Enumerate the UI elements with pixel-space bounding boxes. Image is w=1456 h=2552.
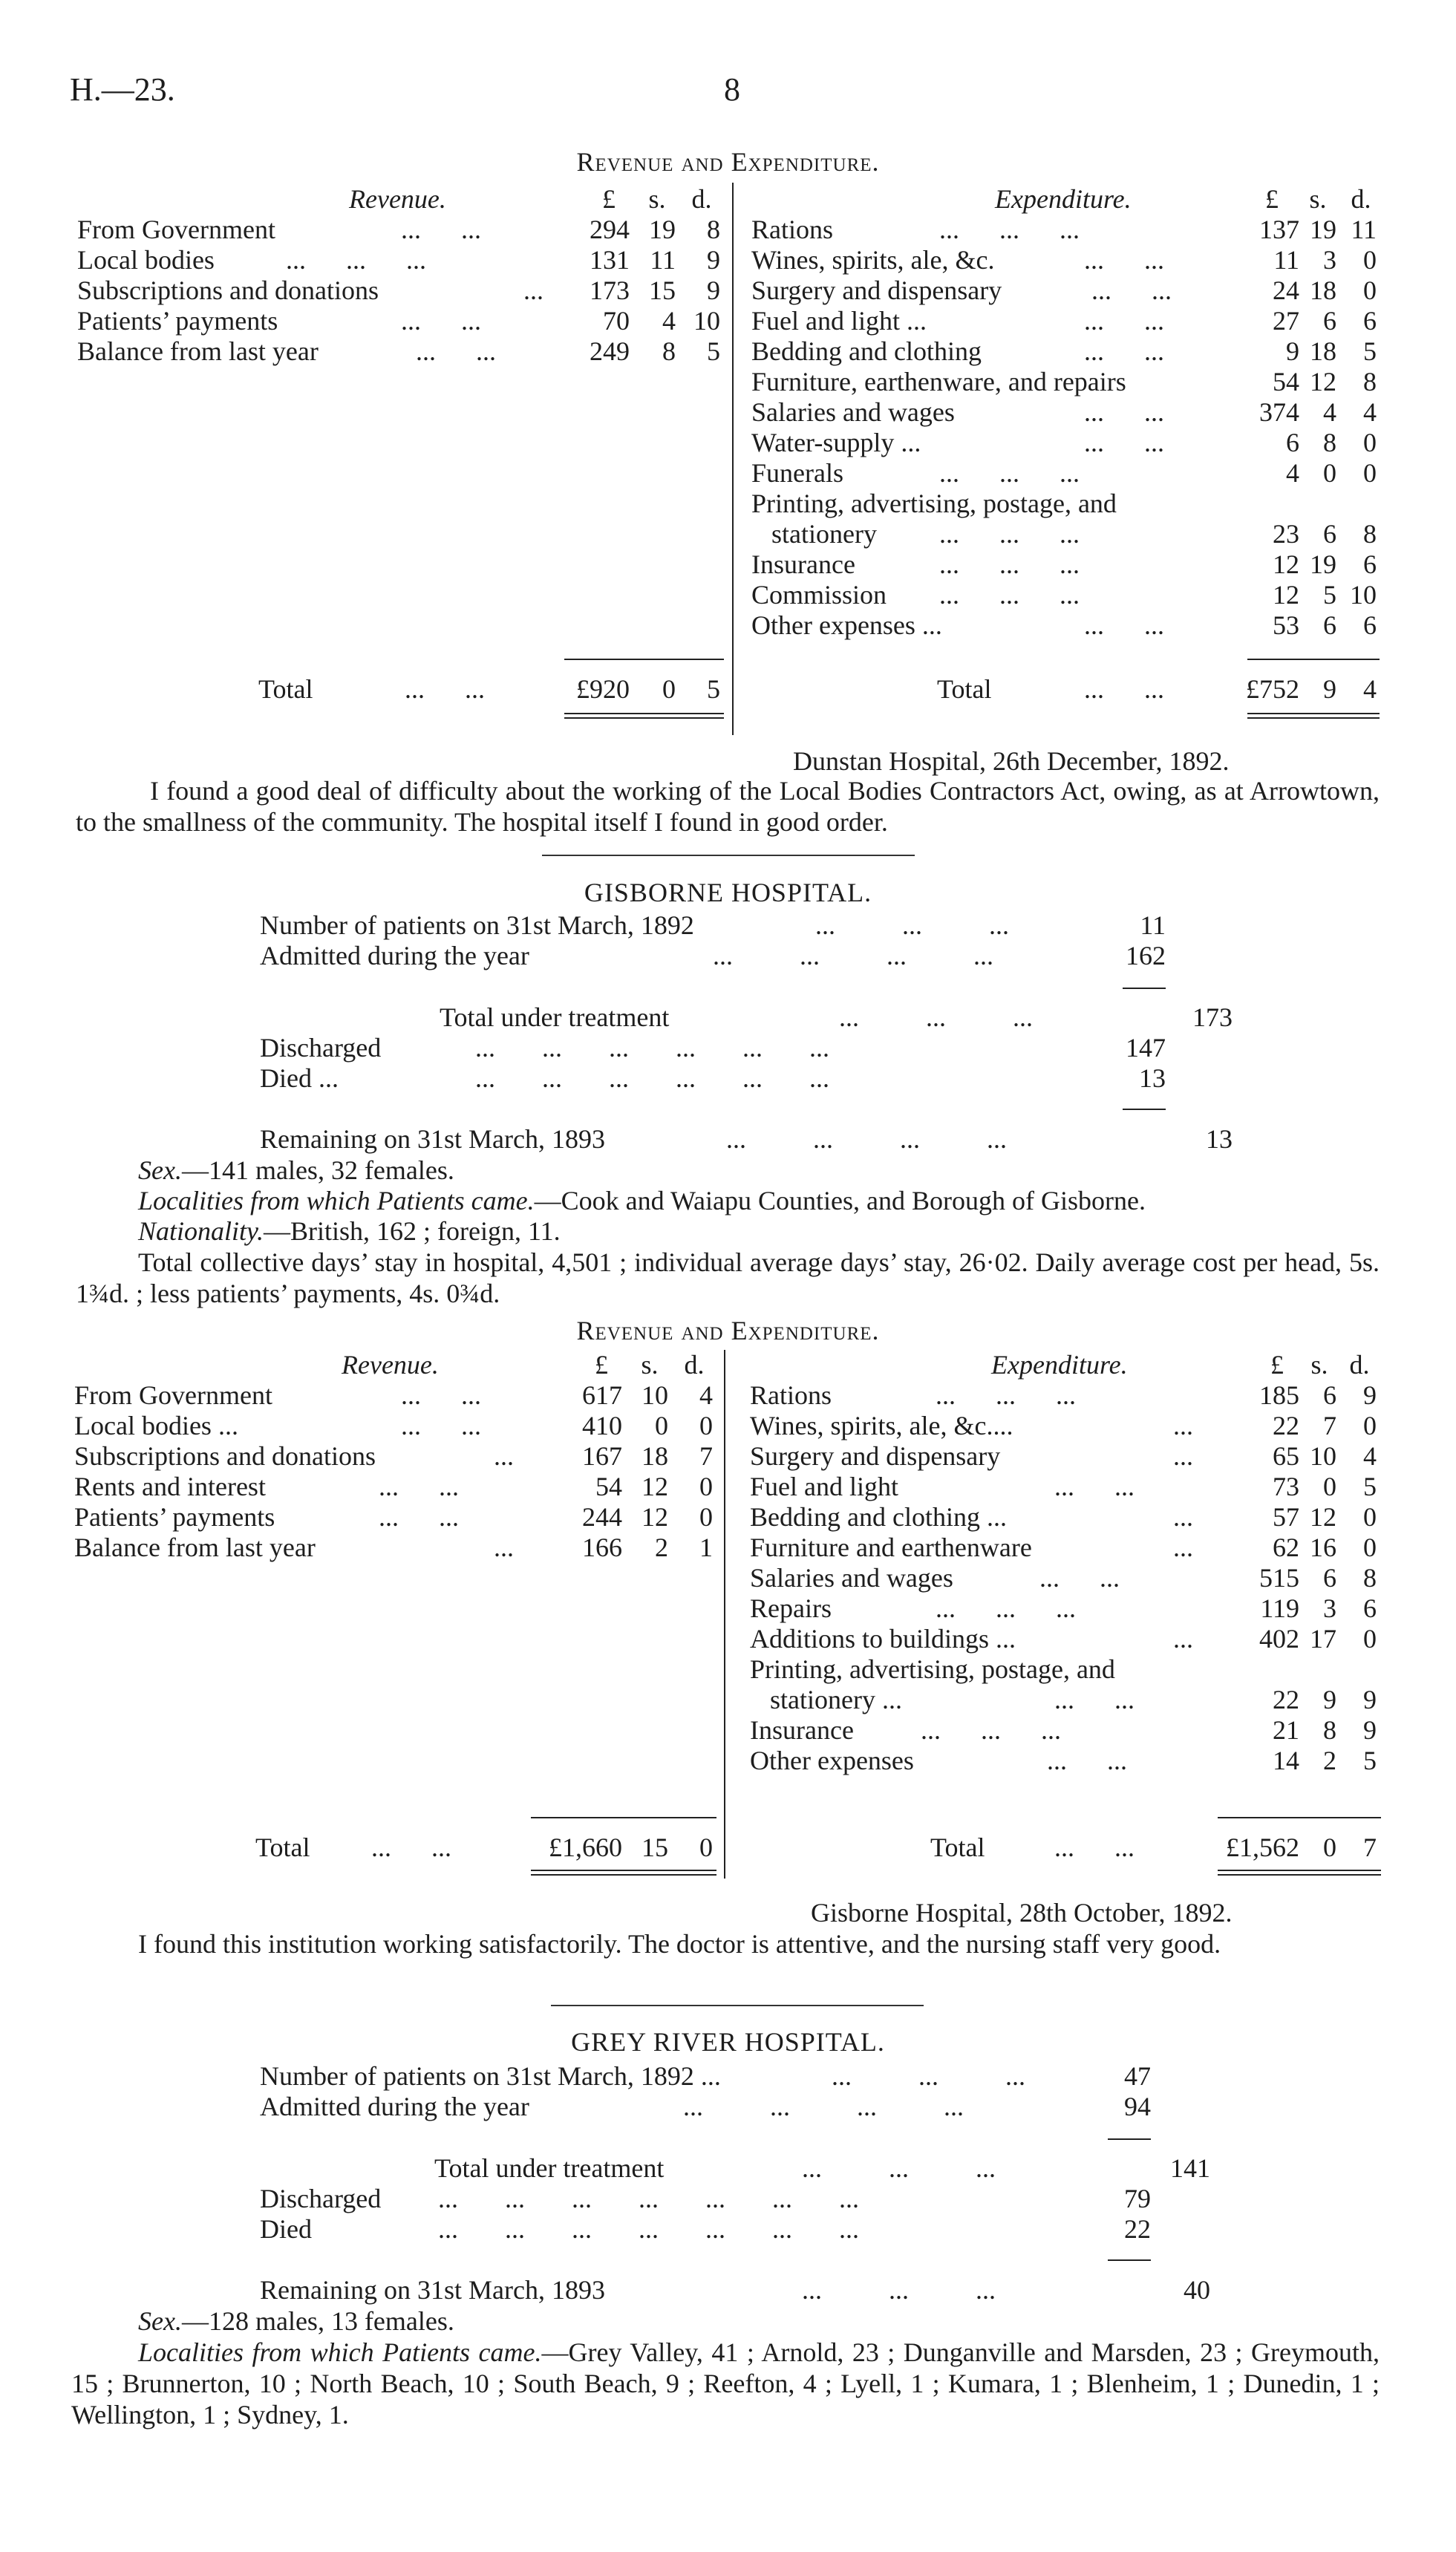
cell-pence: 7	[699, 1441, 713, 1471]
cell-shillings: 10	[642, 1380, 668, 1410]
cell-pence: 5	[1363, 336, 1377, 366]
stat-rule	[1123, 1109, 1166, 1110]
leader-dots: ... ...	[1084, 674, 1164, 704]
stat-value: 22	[1124, 2214, 1151, 2244]
leader-dots: ... ...	[401, 1411, 481, 1440]
gisborne-paragraph: I found this institution working satisfactorily. The doctor is attentive, and the nursing staff very good.	[138, 1929, 1221, 1959]
gisborne-expenditure-total-pounds: £1,562	[1226, 1833, 1299, 1862]
row-label: Furniture and earthenware	[750, 1533, 1032, 1562]
cell-pounds: 54	[595, 1472, 622, 1501]
gisborne-exp-col-pounds: £	[1270, 1350, 1284, 1380]
cell-pounds: 617	[582, 1380, 622, 1410]
gisborne-revenue-total-pounds: £1,660	[549, 1833, 622, 1862]
leader-dots: ... ... ...	[939, 549, 1080, 579]
leader-dots: ... ...	[1054, 1833, 1135, 1862]
stat-value: 94	[1124, 2092, 1151, 2121]
row-label: Repairs	[750, 1593, 832, 1623]
row-label: Patients’ payments	[77, 306, 278, 336]
row-label: Other expenses	[750, 1746, 914, 1775]
cell-shillings: 6	[1323, 610, 1336, 640]
cell-shillings: 11	[650, 245, 676, 275]
row-label: Fuel and light	[750, 1472, 898, 1501]
leader-dots: ... ... ...	[815, 910, 1009, 940]
stat-label: Admitted during the year	[260, 941, 529, 970]
row-label: Bedding and clothing ...	[750, 1502, 1007, 1532]
row-label: Other expenses ...	[751, 610, 942, 640]
row-label: Local bodies	[77, 245, 215, 275]
dunstan-revenue-total-pence: 5	[707, 674, 720, 704]
cell-pounds: 21	[1273, 1715, 1299, 1745]
leader-dots: ... ... ... ... ... ...	[475, 1063, 829, 1093]
leader-dots: ... ... ...	[832, 2061, 1025, 2091]
cell-pence: 8	[1363, 1563, 1377, 1593]
cell-pence: 9	[707, 275, 720, 305]
cell-shillings: 2	[655, 1533, 668, 1562]
row-label: Salaries and wages	[750, 1563, 953, 1593]
stat-value: 11	[1140, 910, 1166, 940]
gisborne-revenue-total-rule	[531, 1817, 716, 1818]
grey-river-localities	[71, 2337, 1380, 2430]
cell-pence: 9	[707, 245, 720, 275]
gisborne-nationality	[138, 1216, 561, 1246]
leader-dots: ... ...	[379, 1472, 459, 1501]
row-label: Surgery and dispensary	[751, 275, 1002, 305]
stat-rule	[1108, 2259, 1151, 2261]
cell-shillings: 16	[1310, 1533, 1336, 1562]
leader-dots: ... ... ... ...	[713, 941, 993, 970]
gisborne-column-divider	[724, 1350, 725, 1879]
leader-dots: ...	[1173, 1441, 1193, 1471]
cell-pounds: 166	[582, 1533, 622, 1562]
cell-pence: 0	[1363, 458, 1377, 488]
cell-pence: 6	[1363, 549, 1377, 579]
dunstan-revenue-total-shillings: 0	[662, 674, 676, 704]
row-label: Water-supply ...	[751, 428, 921, 457]
cell-shillings: 9	[1323, 1685, 1336, 1714]
row-label: Commission	[751, 580, 887, 610]
gisborne-sex-text: —141 males, 32 females.	[181, 1155, 454, 1185]
cell-pence: 6	[1363, 1593, 1377, 1623]
leader-dots: ... ...	[401, 215, 481, 244]
grey-river-sex-label: Sex.	[138, 2306, 182, 2336]
row-label: Local bodies ...	[74, 1411, 238, 1440]
stat-label: Discharged	[260, 2184, 382, 2213]
cell-pence: 0	[1363, 1533, 1377, 1562]
cell-shillings: 12	[1310, 367, 1336, 396]
cell-shillings: 12	[642, 1472, 668, 1501]
cell-pounds: 374	[1259, 397, 1299, 427]
leader-dots: ...	[1173, 1411, 1193, 1440]
leader-dots: ...	[1173, 1533, 1193, 1562]
stat-rule	[1123, 988, 1166, 989]
cell-pounds: 62	[1273, 1533, 1299, 1562]
gisborne-table-title: Revenue and Expenditure.	[576, 1316, 880, 1345]
cell-pence: 0	[1363, 1502, 1377, 1532]
leader-dots: ... ... ...	[921, 1715, 1061, 1745]
leader-dots: ...	[494, 1441, 514, 1471]
cell-pounds: 24	[1273, 275, 1299, 305]
cell-pounds: 6	[1286, 428, 1299, 457]
cell-shillings: 4	[1323, 397, 1336, 427]
row-label: Salaries and wages	[751, 397, 955, 427]
dunstan-revenue-double-rule	[564, 713, 724, 714]
document-code: H.—23.	[70, 71, 175, 108]
dunstan-expenditure-total-shillings: 9	[1323, 674, 1336, 704]
cell-pence: 6	[1363, 610, 1377, 640]
cell-pence: 1	[699, 1533, 713, 1562]
dunstan-revenue-total-label: Total	[258, 674, 313, 704]
stat-value: 79	[1124, 2184, 1151, 2213]
gisborne-expenditure-heading: Expenditure.	[991, 1350, 1128, 1380]
row-label: From Government	[74, 1380, 272, 1410]
dunstan-expenditure-total-rule	[1247, 659, 1380, 660]
cell-pounds: 410	[582, 1411, 622, 1440]
cell-pounds: 22	[1273, 1685, 1299, 1714]
cell-shillings: 3	[1323, 245, 1336, 275]
cell-pence: 8	[1363, 519, 1377, 549]
row-label: Balance from last year	[77, 336, 319, 366]
cell-pence: 9	[1363, 1380, 1377, 1410]
cell-pence: 0	[1363, 275, 1377, 305]
stat-label: Remaining on 31st March, 1893	[260, 1124, 605, 1154]
cell-pounds: 249	[590, 336, 630, 366]
leader-dots: ... ...	[1084, 428, 1164, 457]
cell-shillings: 3	[1323, 1593, 1336, 1623]
cell-shillings: 12	[642, 1502, 668, 1532]
row-label: stationery ...	[750, 1685, 902, 1714]
leader-dots: ... ... ... ... ... ... ...	[438, 2184, 859, 2213]
cell-pounds: 173	[590, 275, 630, 305]
leader-dots: ... ...	[1039, 1563, 1120, 1593]
leader-dots: ... ...	[401, 1380, 481, 1410]
row-label: From Government	[77, 215, 275, 244]
cell-pounds: 185	[1259, 1380, 1299, 1410]
cell-shillings: 18	[642, 1441, 668, 1471]
leader-dots: ... ...	[1054, 1685, 1135, 1714]
cell-pounds: 70	[603, 306, 630, 336]
leader-dots: ... ...	[416, 336, 496, 366]
leader-dots: ... ... ...	[939, 519, 1080, 549]
row-label: Printing, advertising, postage, and	[751, 489, 1117, 518]
cell-shillings: 6	[1323, 519, 1336, 549]
gisborne-signoff: Gisborne Hospital, 28th October, 1892.	[811, 1898, 1233, 1928]
row-label: Additions to buildings ...	[750, 1624, 1016, 1654]
cell-shillings: 12	[1310, 1502, 1336, 1532]
cell-pounds: 14	[1273, 1746, 1299, 1775]
gisborne-rev-col-shillings: s.	[641, 1350, 659, 1380]
gisborne-exp-col-pence: d.	[1349, 1350, 1370, 1380]
gisborne-exp-col-shillings: s.	[1310, 1350, 1328, 1380]
row-label: Insurance	[750, 1715, 854, 1745]
cell-shillings: 5	[1323, 580, 1336, 610]
row-label: stationery	[751, 519, 877, 549]
dunstan-expenditure-total-pounds: £752	[1246, 674, 1299, 704]
cell-pounds: 294	[590, 215, 630, 244]
cell-pounds: 65	[1273, 1441, 1299, 1471]
row-label: Rations	[751, 215, 834, 244]
row-label: Furniture, earthenware, and repairs	[751, 367, 1126, 396]
dunstan-paragraph: I found a good deal of difficulty about the working of the Local Bodies Contractors Act, owing, as at Arrowtown, to the smallness of the community. The hospital itself I found in good order.	[76, 776, 1380, 837]
cell-pence: 5	[707, 336, 720, 366]
cell-shillings: 19	[1310, 549, 1336, 579]
leader-dots: ... ... ...	[939, 458, 1080, 488]
leader-dots: ... ... ...	[936, 1380, 1076, 1410]
cell-pounds: 167	[582, 1441, 622, 1471]
cell-shillings: 19	[1310, 215, 1336, 244]
cell-pence: 9	[1363, 1685, 1377, 1714]
dunstan-expenditure-heading: Expenditure.	[995, 184, 1132, 214]
row-label: Wines, spirits, ale, &c.	[751, 245, 995, 275]
gisborne-title: GISBORNE HOSPITAL.	[584, 878, 872, 907]
cell-shillings: 6	[1323, 1380, 1336, 1410]
cell-pounds: 23	[1273, 519, 1299, 549]
leader-dots: ... ... ...	[936, 1593, 1076, 1623]
leader-dots: ... ...	[401, 306, 481, 336]
stat-value: 162	[1126, 941, 1166, 970]
stat-value: 141	[1170, 2153, 1210, 2183]
leader-dots: ... ... ... ...	[726, 1124, 1007, 1154]
section-divider	[542, 855, 915, 856]
leader-dots: ...	[523, 275, 543, 305]
cell-pence: 9	[1363, 1715, 1377, 1745]
cell-shillings: 19	[649, 215, 676, 244]
cell-pounds: 515	[1259, 1563, 1299, 1593]
leader-dots: ... ...	[379, 1502, 459, 1532]
cell-shillings: 0	[1323, 458, 1336, 488]
cell-pounds: 11	[1273, 245, 1299, 275]
cell-pounds: 22	[1273, 1411, 1299, 1440]
leader-dots: ... ... ... ... ... ... ...	[438, 2214, 859, 2244]
cell-pence: 11	[1351, 215, 1377, 244]
cell-pence: 10	[1350, 580, 1377, 610]
stat-label: Number of patients on 31st March, 1892	[260, 910, 694, 940]
cell-shillings: 0	[1323, 1472, 1336, 1501]
row-label: Bedding and clothing	[751, 336, 982, 366]
gisborne-expenditure-total-rule	[1218, 1817, 1381, 1818]
leader-dots: ... ...	[371, 1833, 451, 1862]
cell-pounds: 57	[1273, 1502, 1299, 1532]
row-label: Rents and interest	[74, 1472, 266, 1501]
cell-shillings: 8	[662, 336, 676, 366]
cell-pounds: 244	[582, 1502, 622, 1532]
gisborne-nationality-label: Nationality.	[138, 1216, 264, 1246]
leader-dots: ...	[494, 1533, 514, 1562]
cell-shillings: 8	[1323, 1715, 1336, 1745]
leader-dots: ... ...	[1084, 610, 1164, 640]
row-label: Fuel and light ...	[751, 306, 927, 336]
cell-pounds: 4	[1286, 458, 1299, 488]
leader-dots: ... ... ... ... ... ...	[475, 1033, 829, 1063]
row-label: Surgery and dispensary	[750, 1441, 1001, 1471]
cell-shillings: 18	[1310, 275, 1336, 305]
stat-label: Died ...	[260, 1063, 339, 1093]
dunstan-revenue-total-rule	[564, 659, 724, 660]
gisborne-sex-label: Sex.	[138, 1155, 182, 1185]
gisborne-revenue-heading: Revenue.	[342, 1350, 439, 1380]
cell-pounds: 54	[1273, 367, 1299, 396]
grey-river-title: GREY RIVER HOSPITAL.	[571, 2027, 885, 2057]
stat-label: Total under treatment	[434, 2153, 665, 2183]
cell-shillings: 15	[649, 275, 676, 305]
cell-shillings: 6	[1323, 1563, 1336, 1593]
cell-pence: 0	[699, 1411, 713, 1440]
gisborne-expenditure-total-shillings: 0	[1323, 1833, 1336, 1862]
cell-shillings: 10	[1310, 1441, 1336, 1471]
gisborne-rev-col-pounds: £	[595, 1350, 608, 1380]
leader-dots: ... ... ...	[939, 580, 1080, 610]
cell-shillings: 0	[655, 1411, 668, 1440]
cell-pounds: 402	[1259, 1624, 1299, 1654]
leader-dots: ... ... ... ...	[683, 2092, 964, 2121]
dunstan-expenditure-double-rule	[1247, 717, 1380, 719]
row-label: Subscriptions and donations	[77, 275, 379, 305]
row-label: Printing, advertising, postage, and	[750, 1654, 1115, 1684]
cell-pounds: 12	[1273, 580, 1299, 610]
leader-dots: ... ...	[1084, 306, 1164, 336]
dunstan-expenditure-total-label: Total	[937, 674, 992, 704]
leader-dots: ... ...	[1091, 275, 1172, 305]
cell-shillings: 18	[1310, 336, 1336, 366]
cell-pence: 5	[1363, 1472, 1377, 1501]
cell-pounds: 53	[1273, 610, 1299, 640]
leader-dots: ... ...	[405, 674, 485, 704]
cell-pence: 0	[1363, 1411, 1377, 1440]
grey-river-localities-label: Localities from which Patients came.	[138, 2337, 542, 2367]
row-label: Patients’ payments	[74, 1502, 275, 1532]
row-label: Funerals	[751, 458, 843, 488]
leader-dots: ... ... ...	[286, 245, 426, 275]
dunstan-rev-col-pence: d.	[691, 184, 712, 214]
row-label: Rations	[750, 1380, 832, 1410]
gisborne-revenue-total-pence: 0	[699, 1833, 713, 1862]
section-divider	[551, 2005, 924, 2006]
gisborne-expenditure-total-label: Total	[930, 1833, 985, 1862]
cell-pence: 6	[1363, 306, 1377, 336]
cell-pence: 0	[699, 1472, 713, 1501]
leader-dots: ...	[1173, 1502, 1193, 1532]
cell-pounds: 73	[1273, 1472, 1299, 1501]
gisborne-expenditure-double-rule	[1218, 1874, 1381, 1876]
leader-dots: ... ...	[1084, 397, 1164, 427]
leader-dots: ...	[1173, 1624, 1193, 1654]
row-label: Balance from last year	[74, 1533, 316, 1562]
cell-pence: 8	[1363, 367, 1377, 396]
gisborne-revenue-double-rule	[531, 1870, 716, 1871]
dunstan-rev-col-pounds: £	[602, 184, 616, 214]
gisborne-expenditure-double-rule	[1218, 1870, 1381, 1871]
cell-pence: 4	[699, 1380, 713, 1410]
gisborne-days-stay: Total collective days’ stay in hospital, 4,501 ; individual average days’ stay, 26·02. Daily average cost per head, 5s. 1¾d. ; less patients’ payments, 4s. 0¾d.	[76, 1247, 1380, 1308]
stat-value: 13	[1139, 1063, 1166, 1093]
grey-river-sex	[138, 2306, 454, 2336]
cell-pence: 8	[707, 215, 720, 244]
leader-dots: ... ... ...	[939, 215, 1080, 244]
stat-label: Total under treatment	[440, 1002, 670, 1032]
gisborne-expenditure-total-pence: 7	[1363, 1833, 1377, 1862]
leader-dots: ... ...	[1084, 245, 1164, 275]
stat-value: 147	[1126, 1033, 1166, 1063]
stat-value: 40	[1184, 2275, 1210, 2305]
cell-pounds: 131	[590, 245, 630, 275]
leader-dots: ... ... ...	[802, 2153, 996, 2183]
stat-label: Discharged	[260, 1033, 382, 1063]
cell-shillings: 7	[1323, 1411, 1336, 1440]
cell-pence: 0	[1363, 1624, 1377, 1654]
dunstan-column-divider	[732, 183, 734, 735]
dunstan-expenditure-double-rule	[1247, 713, 1380, 714]
cell-shillings: 4	[662, 306, 676, 336]
dunstan-rev-col-shillings: s.	[648, 184, 666, 214]
leader-dots: ... ...	[1047, 1746, 1127, 1775]
leader-dots: ... ...	[1084, 336, 1164, 366]
cell-pounds: 137	[1259, 215, 1299, 244]
cell-pence: 4	[1363, 397, 1377, 427]
dunstan-exp-col-pounds: £	[1265, 184, 1279, 214]
row-label: Subscriptions and donations	[74, 1441, 376, 1471]
gisborne-revenue-double-rule	[531, 1874, 716, 1876]
stat-label: Died	[260, 2214, 312, 2244]
gisborne-localities-text: —Cook and Waiapu Counties, and Borough of Gisborne.	[534, 1186, 1146, 1215]
leader-dots: ... ... ...	[839, 1002, 1033, 1032]
leader-dots: ... ... ...	[802, 2275, 996, 2305]
dunstan-exp-col-pence: d.	[1351, 184, 1371, 214]
dunstan-revenue-double-rule	[564, 717, 724, 719]
cell-pounds: 119	[1260, 1593, 1299, 1623]
cell-pence: 5	[1363, 1746, 1377, 1775]
dunstan-exp-col-shillings: s.	[1309, 184, 1327, 214]
gisborne-revenue-total-label: Total	[255, 1833, 310, 1862]
gisborne-localities-label: Localities from which Patients came.	[138, 1186, 535, 1215]
stat-value: 13	[1206, 1124, 1233, 1154]
gisborne-localities	[138, 1186, 1146, 1215]
dunstan-revenue-total-pounds: £920	[576, 674, 630, 704]
gisborne-sex	[138, 1155, 454, 1185]
stat-label: Number of patients on 31st March, 1892 ...	[260, 2061, 721, 2091]
dunstan-signoff: Dunstan Hospital, 26th December, 1892.	[793, 746, 1230, 776]
stat-label: Remaining on 31st March, 1893	[260, 2275, 605, 2305]
cell-shillings: 2	[1323, 1746, 1336, 1775]
leader-dots: ... ...	[1054, 1472, 1135, 1501]
cell-pence: 10	[693, 306, 720, 336]
gisborne-revenue-total-shillings: 15	[642, 1833, 668, 1862]
grey-river-localities-text: —Grey Valley, 41 ; Arnold, 23 ; Dunganville and Marsden, 23 ; Greymouth, 15 ; Brunnerton, 10 ; North Beach, 10 ; South Beach, 9 ; Reefton, 4 ; Lyell, 1 ; Kumara, 1 ; Blenheim, 1 ; Dunedin, 1 ; Wellington, 1 ; Sydney, 1.	[71, 2337, 1380, 2429]
cell-pounds: 9	[1286, 336, 1299, 366]
cell-pence: 0	[1363, 245, 1377, 275]
cell-shillings: 17	[1310, 1624, 1336, 1654]
cell-pence: 0	[699, 1502, 713, 1532]
dunstan-revenue-heading: Revenue.	[349, 184, 446, 214]
cell-shillings: 8	[1323, 428, 1336, 457]
page-number: 8	[724, 71, 740, 108]
row-label: Wines, spirits, ale, &c....	[750, 1411, 1013, 1440]
row-label: Insurance	[751, 549, 855, 579]
dunstan-expenditure-total-pence: 4	[1363, 674, 1377, 704]
cell-pounds: 27	[1273, 306, 1299, 336]
cell-shillings: 6	[1323, 306, 1336, 336]
stat-rule	[1108, 2138, 1151, 2140]
gisborne-rev-col-pence: d.	[684, 1350, 705, 1380]
stat-value: 173	[1192, 1002, 1233, 1032]
cell-pence: 4	[1363, 1441, 1377, 1471]
cell-pounds: 12	[1273, 549, 1299, 579]
gisborne-nationality-text: —British, 162 ; foreign, 11.	[264, 1216, 561, 1246]
dunstan-table-title: Revenue and Expenditure.	[576, 147, 880, 177]
stat-value: 47	[1124, 2061, 1151, 2091]
grey-river-sex-text: —128 males, 13 females.	[181, 2306, 454, 2336]
stat-label: Admitted during the year	[260, 2092, 529, 2121]
cell-pence: 0	[1363, 428, 1377, 457]
